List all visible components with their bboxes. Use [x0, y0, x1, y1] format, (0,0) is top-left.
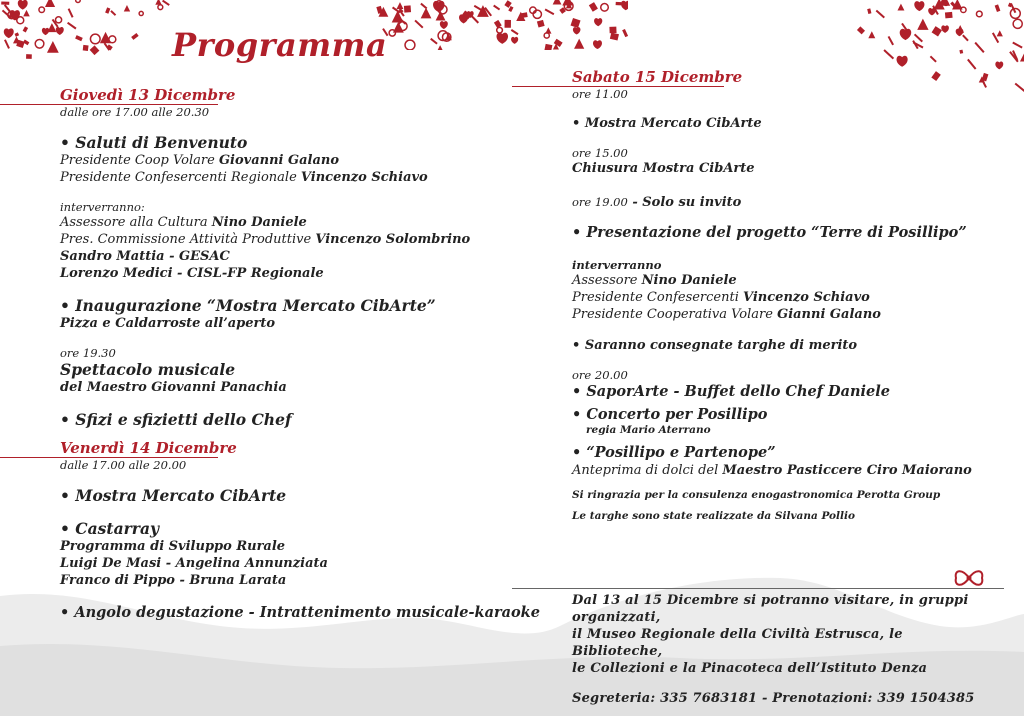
- item-heading: • SaporArte - Buffet dello Chef Daniele: [572, 383, 890, 400]
- pattern-mark: [436, 45, 444, 50]
- time: ore 19.30: [60, 346, 116, 360]
- item-heading: • Angolo degustazione - Intrattenimento musicale-karaoke: [60, 604, 540, 621]
- pattern-mark: [616, 2, 622, 6]
- item-heading: • Sfizi e sfizietti dello Chef: [60, 410, 292, 429]
- text-line: [572, 289, 992, 306]
- pattern-mark: [76, 0, 81, 3]
- time: ore 15.00: [572, 146, 628, 160]
- text-line: Programma di Sviluppo Rurale: [60, 539, 286, 554]
- pattern-mark: [105, 7, 110, 13]
- pattern-mark: [90, 34, 100, 44]
- pattern-mark: [521, 12, 528, 18]
- text-line: Pizza e Caldarroste all’aperto: [60, 316, 276, 331]
- pattern-mark: [610, 33, 619, 41]
- thanks-note: Si ringrazia per la consulenza enogastronomica Perotta Group: [572, 489, 941, 501]
- right-column: [572, 68, 992, 523]
- role: Pres. Commissione Attività Produttive: [60, 232, 316, 247]
- pattern-mark: [18, 0, 28, 10]
- text-line: [572, 462, 992, 479]
- footer-line: Dal 13 al 15 Dicembre si potranno visitare, in gruppi organizzati,: [572, 593, 969, 625]
- item-heading: • Saluti di Benvenuto: [60, 133, 248, 152]
- day-heading: Venerdì 14 Dicembre: [60, 439, 237, 457]
- item-heading: • Saranno consegnate targhe di merito: [572, 338, 858, 353]
- bow-icon: [950, 566, 988, 590]
- role: Presidente Confesercenti: [572, 290, 744, 305]
- item-heading: Spettacolo musicale: [60, 360, 236, 379]
- pattern-mark: [1013, 19, 1022, 28]
- pattern-mark: [23, 10, 30, 17]
- pattern-mark: [914, 1, 924, 11]
- pattern-mark: [440, 21, 448, 29]
- time: dalle 17.00 alle 20.00: [60, 458, 187, 472]
- pattern-mark: [124, 5, 130, 11]
- pattern-mark: [995, 4, 1001, 12]
- pattern-mark: [69, 9, 73, 18]
- person-name: Vincenzo Solombrino: [315, 232, 471, 247]
- text-line: [572, 191, 992, 211]
- page-title: Programma: [172, 26, 388, 64]
- left-column: [60, 86, 540, 622]
- pattern-mark: [4, 28, 14, 38]
- role: Presidente Confesercenti Regionale: [60, 170, 301, 185]
- pattern-mark: [857, 26, 865, 34]
- pattern-mark: [505, 20, 511, 28]
- pattern-mark: [75, 35, 83, 41]
- item-heading: • Concerto per Posillipo: [572, 406, 768, 423]
- pattern-mark: [68, 23, 76, 29]
- pattern-mark: [589, 2, 598, 12]
- pattern-mark: [497, 27, 503, 33]
- text-line: [572, 272, 992, 289]
- role: Presidente Coop Volare: [60, 153, 219, 168]
- person-name: Vincenzo Schiavo: [300, 170, 428, 185]
- pattern-mark: [421, 4, 427, 9]
- pattern-mark: [932, 26, 942, 36]
- text-line: [60, 169, 500, 186]
- plates-note: Le targhe sono state realizzate da Silvana Pollio: [572, 510, 856, 522]
- footer-line: le Collezioni e la Pinacoteca dell’Istituto Denza: [572, 661, 928, 676]
- speakers-label: interverranno:: [60, 200, 145, 214]
- pattern-top-center: [376, 0, 628, 50]
- text-line: [60, 214, 500, 231]
- footer-line: il Museo Regionale della Civiltà Estrusca, le Biblioteche,: [572, 627, 903, 659]
- footer-info: [572, 592, 992, 706]
- pattern-mark: [917, 19, 928, 30]
- item-heading: • “Posillipo e Partenope”: [572, 444, 776, 461]
- pattern-top-left: [0, 0, 170, 80]
- person-name: Vincenzo Schiavo: [743, 290, 870, 305]
- pattern-mark: [163, 1, 170, 6]
- pattern-mark: [56, 17, 62, 23]
- pattern-mark: [47, 41, 59, 53]
- pattern-mark: [533, 10, 541, 18]
- contact-line: Segreteria: 335 7683181 - Prenotazioni: 339 1504385: [572, 691, 975, 706]
- item-heading: • Castarray: [60, 519, 159, 538]
- pattern-mark: [621, 1, 628, 10]
- pattern-mark: [876, 11, 884, 18]
- pattern-mark: [884, 50, 893, 59]
- pattern-mark: [867, 8, 871, 14]
- pattern-mark: [995, 62, 1003, 70]
- text-line: [572, 306, 992, 323]
- pattern-icons: [376, 0, 628, 50]
- text-line: [60, 231, 500, 248]
- pattern-mark: [404, 5, 411, 12]
- pattern-mark: [1015, 83, 1024, 91]
- pattern-mark: [139, 11, 143, 15]
- pattern-mark: [1010, 9, 1020, 19]
- text-line: [60, 152, 500, 169]
- text-line: Franco di Pippo - Bruna Larata: [60, 573, 287, 588]
- pattern-mark: [494, 6, 500, 10]
- text-line: Chiusura Mostra CibArte: [572, 161, 755, 176]
- pattern-mark: [601, 4, 609, 12]
- pattern-mark: [574, 39, 584, 49]
- role: Anteprima di dolci del: [572, 463, 723, 478]
- pattern-mark: [497, 33, 509, 44]
- pattern-mark: [593, 40, 602, 49]
- pattern-mark: [26, 54, 32, 59]
- day-heading: Sabato 15 Dicembre: [572, 68, 743, 86]
- pattern-mark: [594, 18, 602, 26]
- time: ore 19.00: [572, 195, 628, 209]
- pattern-mark: [609, 27, 616, 34]
- pattern-mark: [5, 40, 9, 49]
- pattern-mark: [545, 9, 554, 14]
- item-heading: • Presentazione del progetto “Terre di Posillipo”: [572, 224, 967, 241]
- person-name: Gianni Galano: [777, 307, 881, 322]
- person-name: Giovanni Galano: [218, 153, 340, 168]
- time: ore 11.00: [572, 87, 628, 101]
- pattern-icons: [0, 0, 170, 80]
- pattern-mark: [622, 29, 628, 37]
- role: Assessore alla Cultura: [60, 215, 212, 230]
- pattern-mark: [15, 32, 20, 36]
- pattern-mark: [45, 0, 55, 7]
- pattern-mark: [959, 50, 963, 54]
- pattern-mark: [930, 56, 936, 62]
- pattern-mark: [945, 12, 953, 18]
- invite-note: - Solo su invito: [627, 195, 742, 210]
- pattern-mark: [23, 26, 28, 32]
- pattern-mark: [111, 11, 116, 15]
- pattern-mark: [17, 17, 24, 24]
- pattern-mark: [897, 4, 904, 11]
- speakers-label: interverranno: [572, 258, 662, 272]
- pattern-mark: [975, 43, 984, 53]
- footer-divider: [512, 588, 1004, 589]
- pattern-mark: [868, 31, 875, 38]
- pattern-mark: [571, 18, 581, 28]
- time: ore 20.00: [572, 368, 628, 382]
- person-name: Nino Daniele: [641, 273, 737, 288]
- pattern-mark: [900, 29, 912, 40]
- item-heading: • Inaugurazione “Mostra Mercato CibArte”: [60, 296, 436, 315]
- pattern-mark: [83, 45, 89, 51]
- pattern-mark: [376, 6, 382, 14]
- pattern-mark: [470, 14, 478, 23]
- pattern-mark: [888, 36, 893, 44]
- pattern-mark: [431, 39, 437, 44]
- pattern-mark: [993, 33, 999, 43]
- pattern-mark: [1020, 50, 1024, 62]
- pattern-mark: [35, 39, 44, 48]
- pattern-mark: [56, 27, 64, 35]
- pattern-mark: [537, 20, 545, 28]
- pattern-mark: [421, 8, 432, 19]
- pattern-mark: [976, 11, 982, 17]
- pattern-mark: [415, 20, 423, 27]
- pattern-mark: [1, 1, 9, 4]
- pattern-mark: [915, 34, 923, 41]
- day-heading: Giovedì 13 Dicembre: [60, 86, 236, 104]
- pattern-mark: [131, 33, 138, 40]
- role: Assessore: [572, 273, 642, 288]
- text-line: regia Mario Aterrano: [586, 424, 711, 436]
- pattern-mark: [436, 11, 446, 21]
- pattern-mark: [997, 30, 1003, 36]
- pattern-mark: [963, 35, 968, 41]
- pattern-mark: [897, 56, 908, 67]
- pattern-mark: [544, 44, 552, 50]
- pattern-mark: [511, 30, 518, 34]
- pattern-mark: [158, 5, 163, 10]
- item-heading: • Mostra Mercato CibArte: [60, 486, 287, 505]
- text-line: del Maestro Giovanni Panachia: [60, 380, 287, 395]
- pattern-mark: [109, 36, 116, 43]
- text-line: Lorenzo Medici - CISL-FP Regionale: [60, 266, 324, 281]
- text-line: Sandro Mattia - GESAC: [60, 249, 230, 264]
- pattern-mark: [393, 22, 404, 33]
- role: Presidente Cooperativa Volare: [572, 307, 778, 322]
- pattern-mark: [511, 37, 518, 44]
- pattern-mark: [39, 7, 45, 13]
- pattern-mark: [941, 25, 949, 33]
- pattern-mark: [544, 33, 549, 38]
- person-name: Maestro Pasticcere Ciro Maiorano: [722, 463, 972, 478]
- pattern-mark: [553, 0, 562, 4]
- pattern-mark: [405, 40, 415, 50]
- time: dalle ore 17.00 alle 20.30: [60, 105, 210, 119]
- pattern-mark: [90, 45, 100, 55]
- item-heading: • Mostra Mercato CibArte: [572, 116, 762, 131]
- person-name: Nino Daniele: [211, 215, 307, 230]
- pattern-mark: [397, 2, 404, 9]
- text-line: Luigi De Masi - Angelina Annunziata: [60, 556, 328, 571]
- pattern-mark: [1013, 42, 1022, 47]
- pattern-mark: [573, 27, 581, 34]
